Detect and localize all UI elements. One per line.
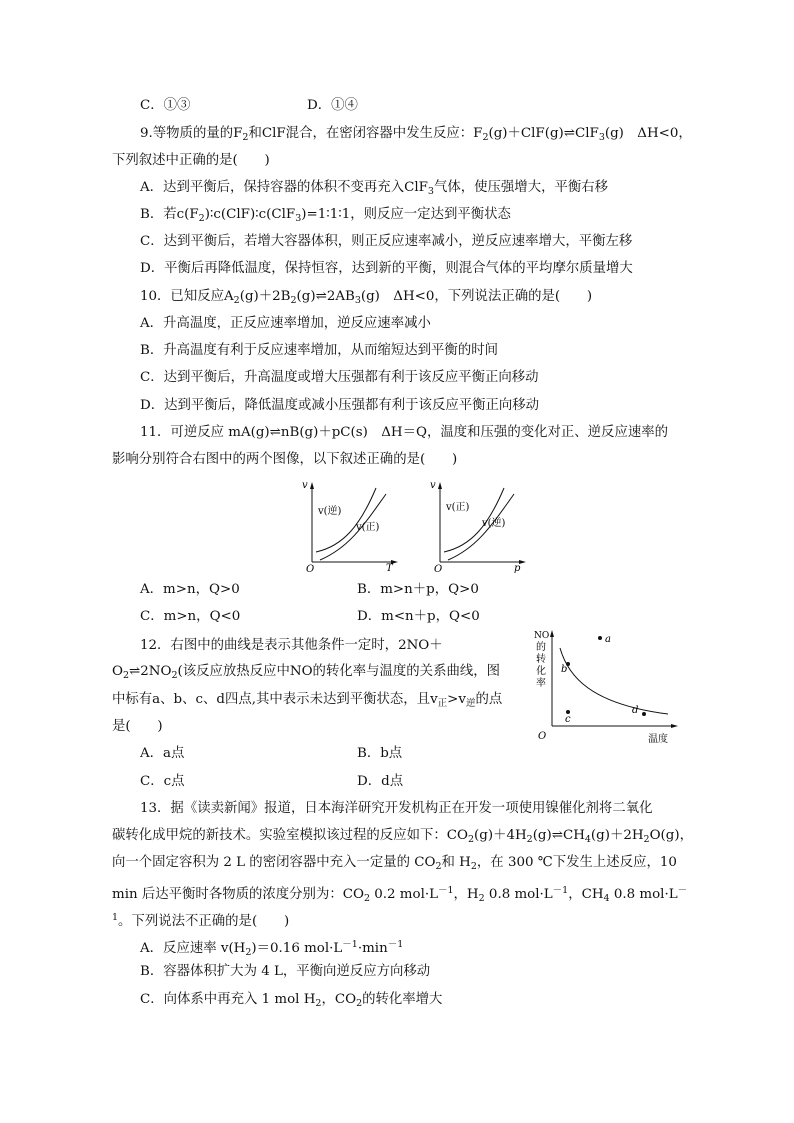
q12-stem-line4: 是( ) — [112, 719, 163, 734]
q11-g2-y-label: v — [430, 480, 436, 491]
q10-option-c: C．达到平衡后，升高温度或增大压强都有利于该反应平衡正向移动 — [140, 370, 539, 385]
q13-option-a: A．反应速率 $v(H_2)=0.16$ $mol\cdot L^{-1}\cdot\min^{-1}$ — [140, 939, 404, 958]
q9-option-b: B．若$c(F_2)∶c(ClF)∶c(ClF_3)=1∶1∶1$，则反应一定达到平衡状态 — [140, 207, 511, 224]
q11-stem-line1: 11．可逆反应 mA(g)⇌nB(g)＋pC(s) ΔH＝Q，温度和压强的变化对正、逆反应速率的 — [140, 425, 669, 440]
q12-stem-line2: $O_2\rightleftharpoons 2NO_2$(该反应放热反应中NO的转化率与温度的关系曲线，图 — [112, 664, 501, 681]
q8-option-d: D．①④ — [307, 98, 358, 113]
q12-point-d: d — [632, 705, 639, 716]
q9-stem-line2: 下列叙述中正确的是( ) — [112, 153, 270, 168]
q13-stem-line5: $^1$。下列说法不正确的是( ) — [112, 912, 290, 929]
q12-y-label-5: 率 — [536, 678, 546, 689]
q13-stem-line3: 向一个固定容积为 2 L 的密闭容器中充入一定量的 $CO_2$和 $H_2$，在 300 ℃下发生上述反应，10 — [112, 855, 677, 872]
q10-option-a: A．升高温度，正反应速率增加，逆反应速率减小 — [140, 316, 431, 331]
q11-g1-x-label: T — [386, 563, 393, 574]
q12-point-b: b — [561, 664, 568, 675]
q12-y-label-4: 化 — [536, 666, 546, 677]
q12-option-d: D．d点 — [357, 774, 404, 789]
q11-g2-origin: O — [434, 564, 443, 574]
q12-point-a: a — [605, 634, 611, 645]
q12-y-label-1: NO — [534, 631, 550, 641]
q9-stem-line1: 9.等物质的量的$F_2$和ClF混合，在密闭容器中发生反应：$F_2(g)+ClF(g)\rightleftharpoons ClF_3(g)$ ΔH<0， — [140, 126, 692, 143]
q12-option-c: C．c点 — [140, 774, 185, 789]
q8-option-c: C．①③ — [140, 98, 191, 113]
q10-option-b: B．升高温度有利于反应速率增加，从而缩短达到平衡的时间 — [140, 343, 498, 358]
q11-g1-origin: O — [306, 564, 315, 574]
q11-g2-x-label: p — [514, 563, 521, 574]
q12-point-a-marker — [598, 636, 602, 640]
q12-stem-line1: 12．右图中的曲线是表示其他条件一定时，2NO＋ — [140, 638, 443, 653]
q13-stem-line4: min 后达平衡时各物质的浓度分别为：$CO_2$ 0.2 $mol\cdot L^{-1}$，$H_2$ 0.8 $mol\cdot L^{-1}$，$CH_4$ 0.8 mol·L－ — [112, 885, 688, 904]
q12-x-label: 温度 — [648, 734, 668, 745]
q11-option-b: B．m>n＋p，Q>0 — [357, 582, 479, 597]
q12-option-a: A．a点 — [140, 746, 185, 761]
q13-stem-line1: 13．据《读卖新闻》报道，日本海洋研究开发机构正在开发一项使用镍催化剂将二氧化 — [140, 801, 653, 816]
q11-g2-curve-lower-label: v(逆) — [482, 518, 506, 529]
q12-point-c: c — [565, 714, 571, 725]
q9-option-c: C．达到平衡后，若增大容器体积，则正反应速率减小，逆反应速率增大，平衡左移 — [140, 234, 633, 249]
q12-origin: O — [538, 731, 547, 742]
q11-stem-line2: 影响分别符合右图中的两个图像，以下叙述正确的是( ) — [112, 452, 458, 467]
q11-g1-curve-upper-label: v(逆) — [318, 506, 342, 517]
q9-option-d: D．平衡后再降低温度，保持恒容，达到新的平衡，则混合气体的平均摩尔质量增大 — [140, 261, 633, 276]
q11-option-a: A．m>n，Q>0 — [140, 582, 240, 597]
q13-option-c: C．向体系中再充入 1 mol $H_2$，$CO_2$的转化率增大 — [140, 992, 443, 1009]
q12-point-d-marker — [642, 712, 646, 716]
q11-option-d: D．m<n＋p，Q<0 — [357, 609, 480, 624]
q12-graph-conversion-vs-temperature — [530, 626, 690, 746]
q11-g1-curve-lower-label: v(正) — [356, 522, 380, 533]
q13-option-b: B．容器体积扩大为 4 L，平衡向逆反应方向移动 — [140, 964, 431, 979]
q10-stem: 10．已知反应$A_2(g)+2B_2(g)\rightleftharpoons 2AB_3(g)$ ΔH<0，下列说法正确的是( ) — [140, 289, 593, 306]
q10-option-d: D．达到平衡后，降低温度或减小压强都有利于该反应平衡正向移动 — [140, 398, 540, 413]
q9-option-a: A．达到平衡后，保持容器的体积不变再充入ClF$_3$气体，使压强增大，平衡右移 — [140, 180, 609, 197]
q12-y-label-3: 转 — [536, 654, 546, 665]
q12-stem-line3: 中标有a、b、c、d四点,其中表示未达到平衡状态，且$v_正>v_逆$的点 — [112, 692, 503, 709]
q12-option-b: B．b点 — [357, 746, 403, 761]
q12-y-label-2: 的 — [536, 642, 546, 653]
q13-stem-line2: 碳转化成甲烷的新技术。实验室模拟该过程的反应如下：$CO_2(g)+4H_2(g)\rightleftharpoons CH_4(g)+2H_2O(g)$， — [112, 828, 693, 845]
q11-option-c: C．m>n，Q<0 — [140, 609, 241, 624]
q11-g2-curve-upper-label: v(正) — [446, 502, 470, 513]
q11-graph-pressure — [426, 478, 536, 574]
q11-g1-y-label: v — [302, 480, 308, 491]
q11-graph-temperature — [298, 478, 408, 574]
